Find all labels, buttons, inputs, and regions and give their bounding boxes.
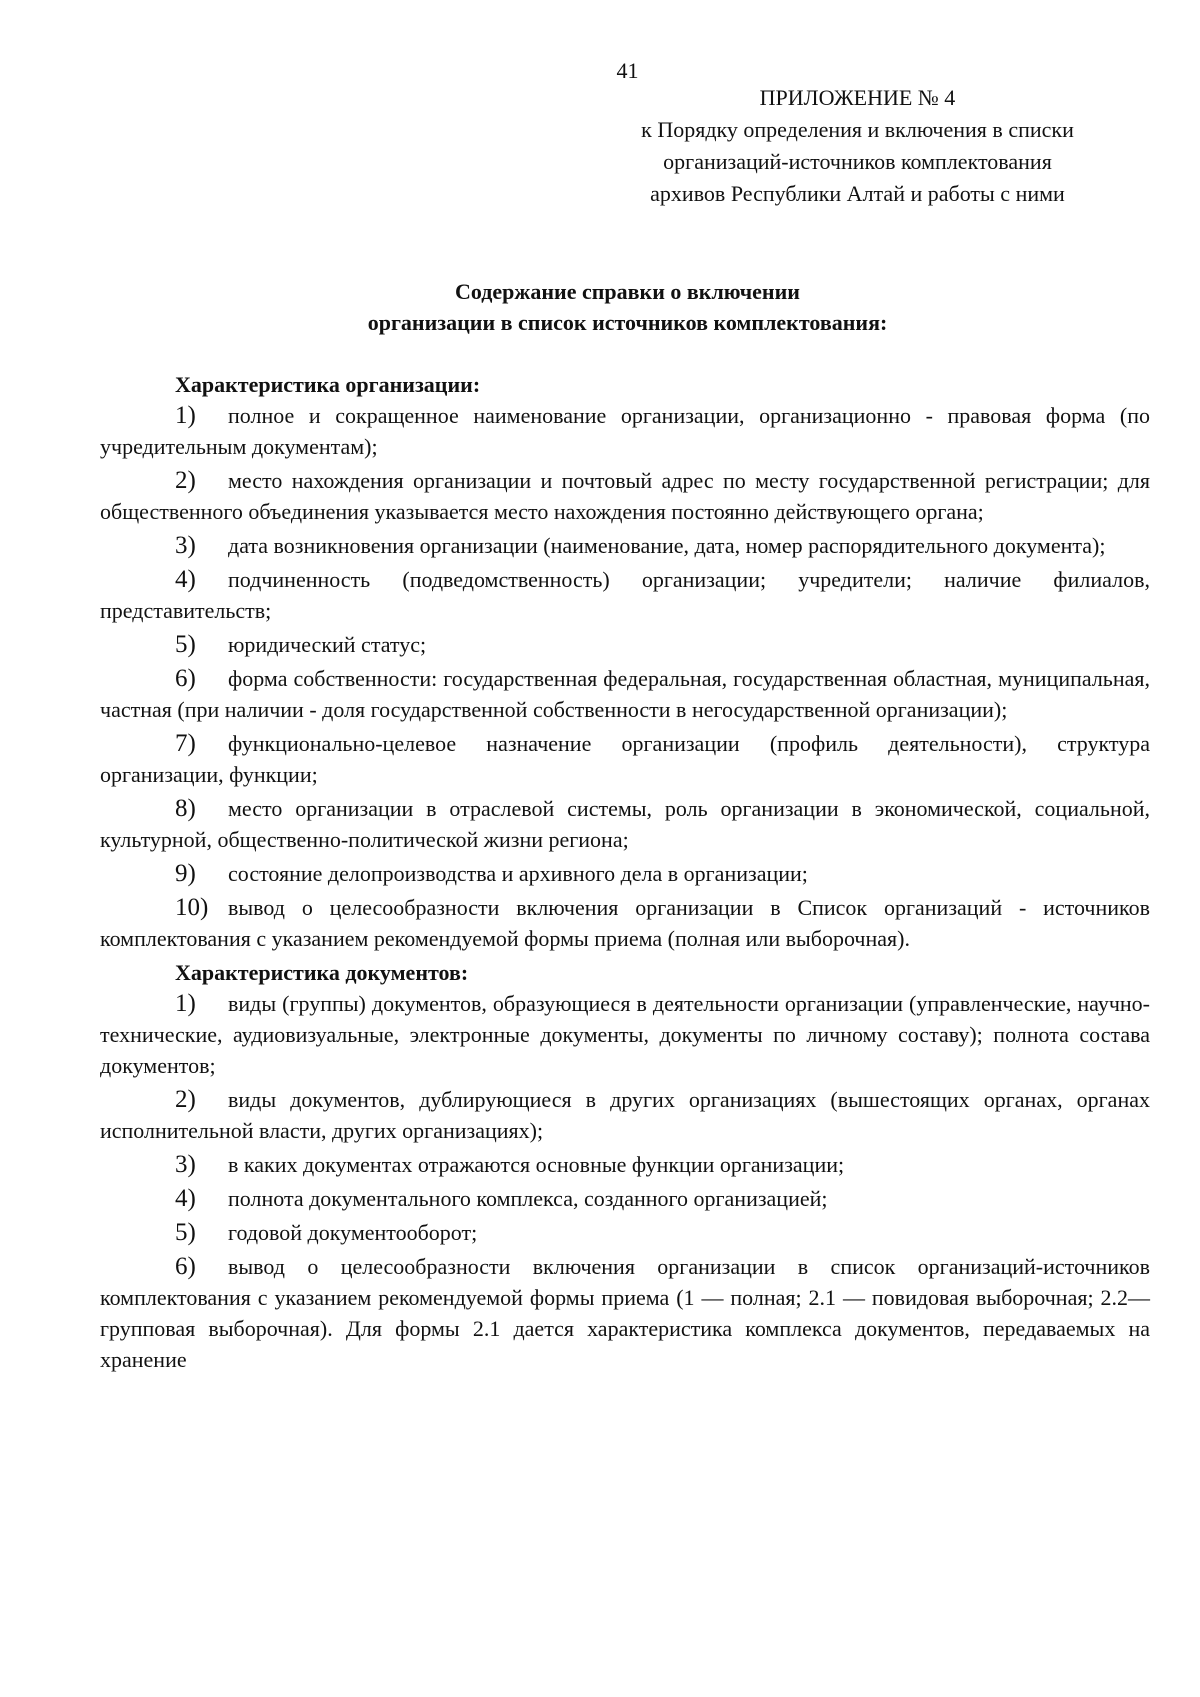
list-item [100,663,1150,725]
list-item [100,465,1150,527]
section-heading: Характеристика организации: [175,372,481,397]
list-item-text: вывод о целесообразности включения организации в список организаций-источников комплектования с указанием рекомендуемой формы приема (1 — полная; 2.1 — повидовая выборочная; 2.2— групповая выборочная). Для формы 2.1 дается характеристика комплекса документов, передаваемых на хранение [100,1254,1150,1372]
list-item-number: 2) [175,467,196,494]
list-item-number: 3) [175,532,196,559]
list-item [100,629,1150,660]
list-item-text: в каких документах отражаются основные функции организации; [228,1152,845,1177]
title-line-1: Содержание справки о включении [455,279,800,304]
appendix-line: к Порядку определения и включения в списки [641,117,1074,142]
list-item-number: 4) [175,566,196,593]
list-item-number: 9) [175,860,196,887]
appendix-line: организаций-источников комплектования [663,149,1052,174]
list-item-text: годовой документооборот; [228,1220,478,1245]
list-item-number: 7) [175,730,196,757]
appendix-block [620,82,1095,210]
list-item [100,892,1150,954]
list-item [100,988,1150,1081]
list-item-text: полное и сокращенное наименование организации, организационно - правовая форма (по учредительным документам); [100,403,1150,459]
list-item-text: подчиненность (подведомственность) организации; учредители; наличие филиалов, представительств; [100,567,1150,623]
list-item [100,1084,1150,1146]
list-item-text: виды (группы) документов, образующиеся в деятельности организации (управленческие, научно-технические, аудиовизуальные, электронные документы, документы по личному составу); полнота состава документов; [100,991,1150,1078]
list-item-text: юридический статус; [228,632,427,657]
list-item-number: 8) [175,795,196,822]
page-number: 41 [616,58,639,83]
list-item-number: 1) [175,402,196,429]
title-line-2: организации в список источников комплектования: [367,310,888,335]
list-item-number: 3) [175,1151,196,1178]
list-item-number: 5) [175,631,196,658]
document-title [0,276,1200,338]
list-item [100,858,1150,889]
list-item [100,728,1150,790]
list-item [100,1217,1150,1248]
list-item-text: функционально-целевое назначение организации (профиль деятельности), структура организации, функции; [100,731,1150,787]
list-item [100,1251,1150,1375]
list-item-text: состояние делопроизводства и архивного дела в организации; [228,861,808,886]
list-item-text: вывод о целесообразности включения организации в Список организаций - источников комплектования с указанием рекомендуемой формы приема (полная или выборочная). [100,895,1150,951]
section-heading: Характеристика документов: [175,960,469,985]
list-item [100,400,1150,462]
list-item-number: 1) [175,990,196,1017]
list-item [100,1149,1150,1180]
list-item-text: виды документов, дублирующиеся в других организациях (вышестоящих органах, органах исполнительной власти, других организациях); [100,1087,1150,1143]
list-item-number: 2) [175,1086,196,1113]
appendix-title: ПРИЛОЖЕНИЕ № 4 [759,85,956,110]
list-item-number: 10) [175,894,209,921]
list-item-number: 4) [175,1185,196,1212]
list-item [100,1183,1150,1214]
list-item-text: место организации в отраслевой системы, роль организации в экономической, социальной, культурной, общественно-политической жизни региона; [100,796,1150,852]
list-item-number: 5) [175,1219,196,1246]
list-item-number: 6) [175,665,196,692]
list-item [100,793,1150,855]
list-item [100,530,1150,561]
list-item-text: дата возникновения организации (наименование, дата, номер распорядительного документа); [228,533,1106,558]
list-item-text: полнота документального комплекса, созданного организацией; [228,1186,828,1211]
list-item-number: 6) [175,1253,196,1280]
list-item [100,564,1150,626]
document-body [100,369,1150,1378]
appendix-line: архивов Республики Алтай и работы с ними [650,181,1065,206]
list-item-text: форма собственности: государственная федеральная, государственная областная, муниципальная, частная (при наличии - доля государственной собственности в негосударственной организации); [100,666,1150,722]
list-item-text: место нахождения организации и почтовый адрес по месту государственной регистрации; для общественного объединения указывается место нахождения постоянно действующего органа; [100,468,1150,524]
